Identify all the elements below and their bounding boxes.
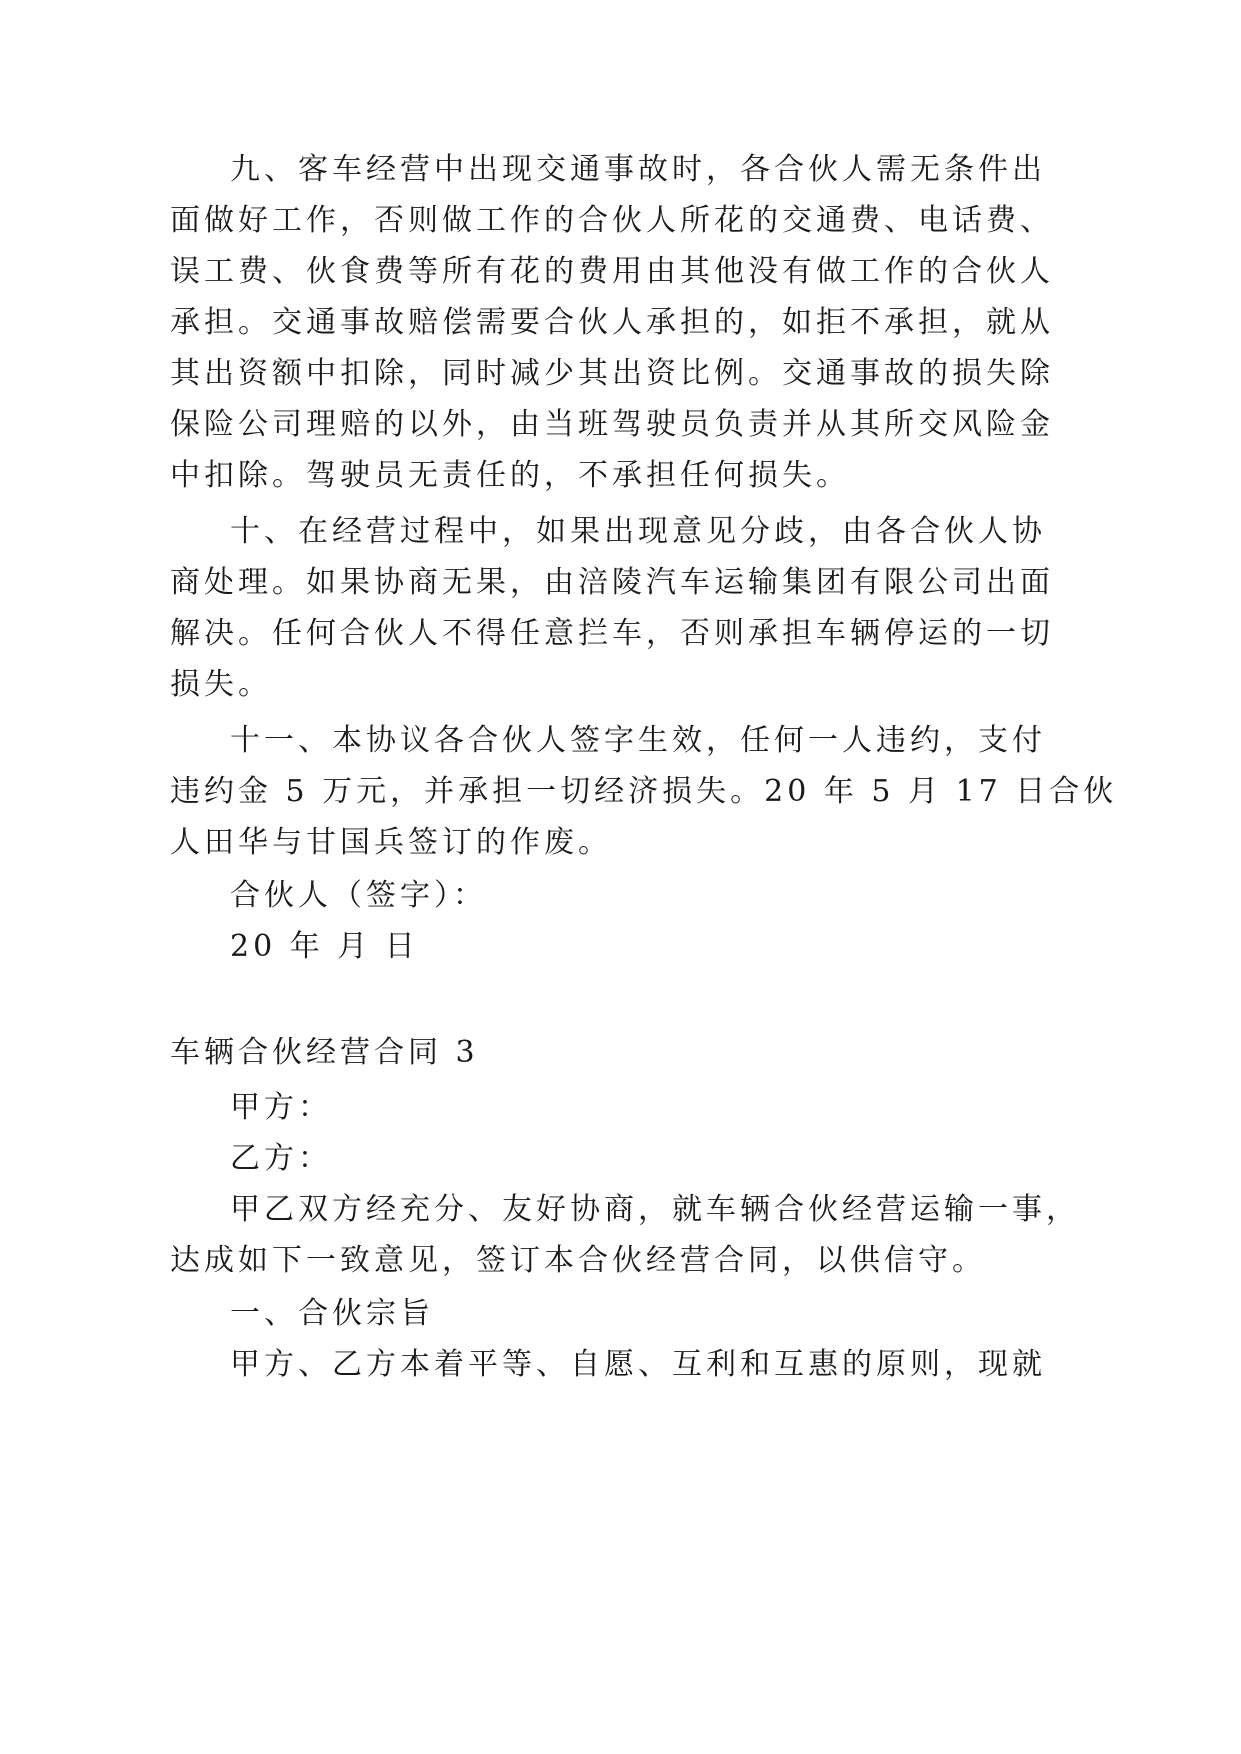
intro-line-2: 达成如下一致意见，签订本合伙经营合同，以供信守。 [170,1243,986,1278]
clause-10-line-3: 解决。任何合伙人不得任意拦车，否则承担车辆停运的一切 [170,616,1054,651]
clause-11-line-1: 十一、本协议各合伙人签字生效，任何一人违约，支付 [230,723,1046,758]
clause-9-line-1: 九、客车经营中出现交通事故时，各合伙人需无条件出 [230,152,1046,187]
date-line: 20 年 月 日 [230,929,419,964]
clause-9-line-4: 承担。交通事故赔偿需要合伙人承担的，如拒不承担，就从 [170,305,1054,340]
clause-9-line-7: 中扣除。驾驶员无责任的，不承担任何损失。 [170,458,850,493]
party-a-label: 甲方： [230,1090,332,1125]
section-1-heading: 一、合伙宗旨 [230,1296,434,1331]
clause-11-line-2: 违约金 5 万元，并承担一切经济损失。20 年 5 月 17 日合伙 [170,774,1118,809]
intro-line-1: 甲乙双方经充分、友好协商，就车辆合伙经营运输一事， [230,1192,1080,1227]
signature-label: 合伙人（签字）： [230,878,487,913]
section-1-line-1: 甲方、乙方本着平等、自愿、互利和互惠的原则，现就 [230,1347,1046,1382]
clause-10-line-4: 损失。 [170,667,272,702]
clause-10-line-1: 十、在经营过程中，如果出现意见分歧，由各合伙人协 [230,514,1046,549]
clause-9-line-5: 其出资额中扣除，同时减少其出资比例。交通事故的损失除 [170,356,1054,391]
clause-9-line-2: 面做好工作，否则做工作的合伙人所花的交通费、电话费、 [170,203,1054,238]
clause-9-line-6: 保险公司理赔的以外，由当班驾驶员负责并从其所交风险金 [170,407,1054,442]
party-b-label: 乙方： [230,1141,332,1176]
clause-10-line-2: 商处理。如果协商无果，由涪陵汽车运输集团有限公司出面 [170,565,1054,600]
contract-title: 车辆合伙经营合同 3 [170,1035,479,1070]
clause-9-line-3: 误工费、伙食费等所有花的费用由其他没有做工作的合伙人 [170,254,1054,289]
clause-11-line-3: 人田华与甘国兵签订的作废。 [170,825,612,860]
